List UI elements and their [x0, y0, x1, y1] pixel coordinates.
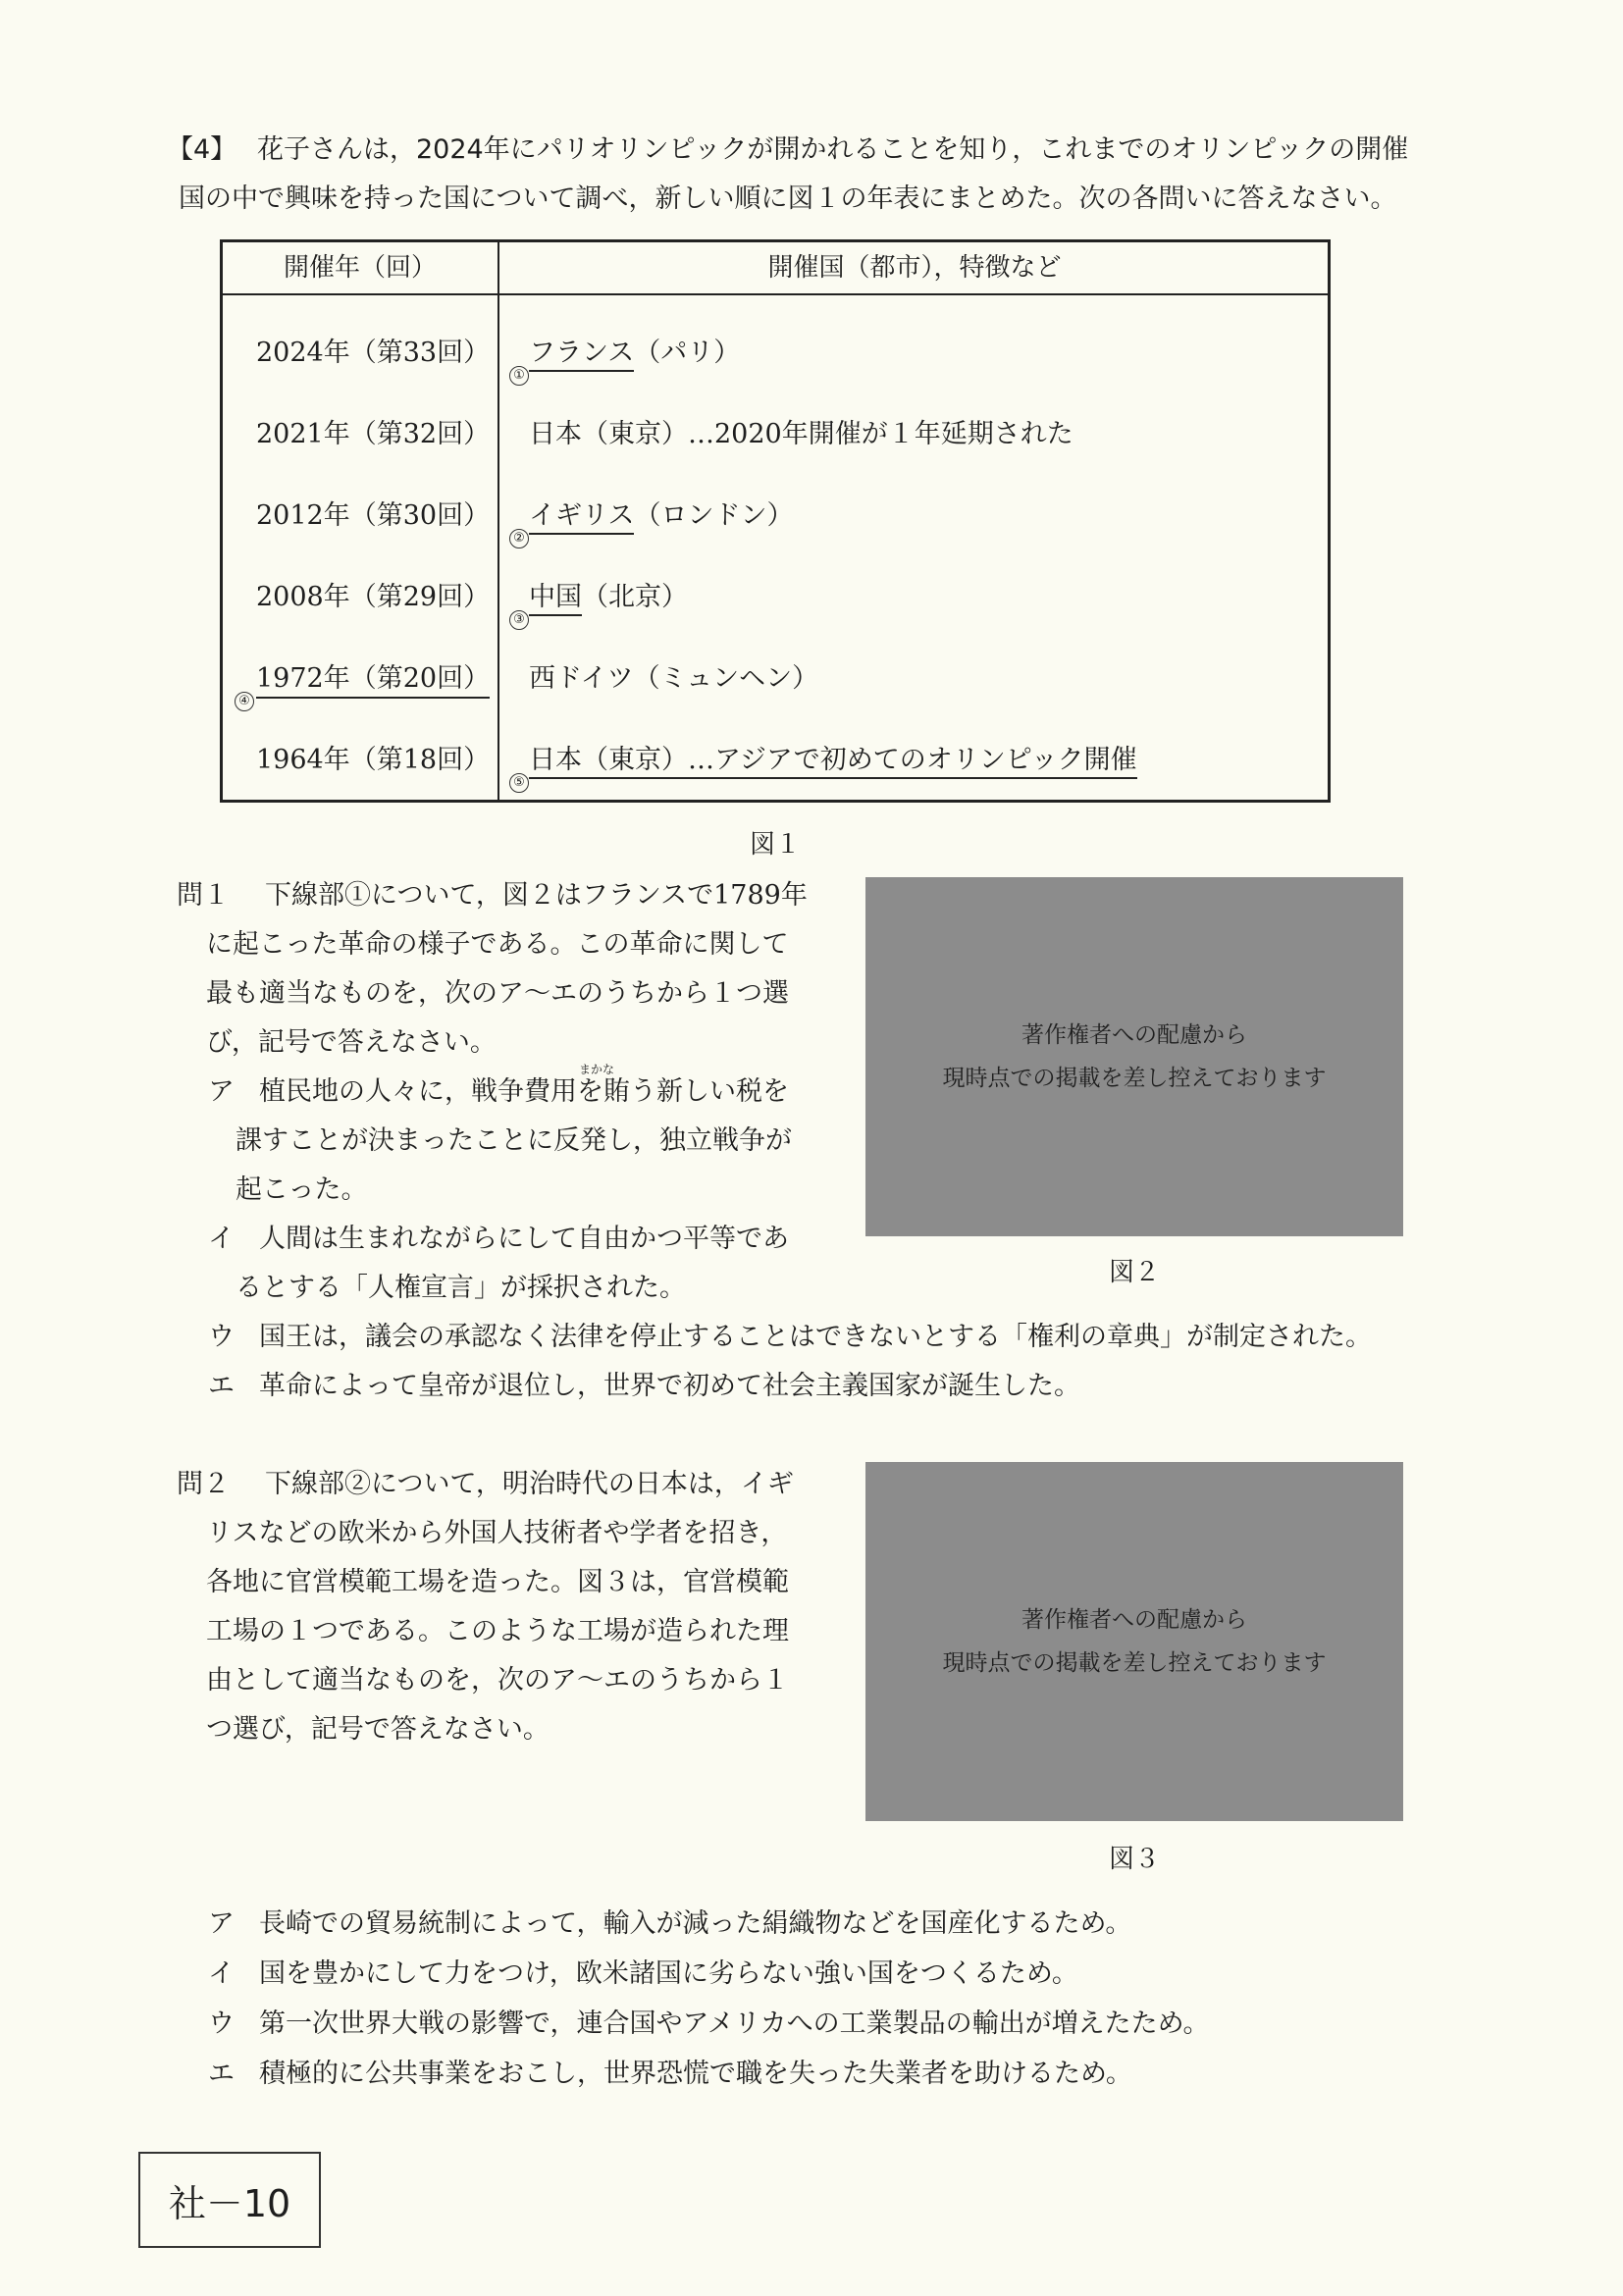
row-year: 2021年（第32回）: [256, 419, 491, 449]
q2-option-i: イ 国を豊かにして力をつけ，欧米諸国に劣らない強い国をつくるため。: [208, 1958, 1078, 1989]
q1-option-a: ア 植民地の人々に，戦争費用を賄う新しい税を 課すことが決まったことに反発し，独立戦争が 起こった。: [208, 1076, 792, 1205]
row-year: 1972年（第20回）: [256, 656, 490, 699]
underline-marker-1: ①: [509, 366, 529, 386]
question-number: 【4】: [167, 134, 237, 165]
page-number-box: [138, 2152, 321, 2248]
figure-3-caption: 図３: [1109, 1845, 1161, 1874]
timeline-table: [220, 239, 1331, 803]
row-year: 2024年（第33回）: [256, 338, 491, 368]
table-header-place: 開催国（都市），特徴など: [767, 253, 1062, 283]
question-1-label: 問１: [177, 880, 230, 911]
row-year: 2012年（第30回）: [256, 500, 491, 531]
underline-marker-4: ④: [235, 692, 254, 711]
table-row: [223, 484, 1328, 546]
row-place: 日本（東京）…アジアで初めてのオリンピック開催: [529, 738, 1137, 776]
intro-line-1: 【4】 花子さんは，2024年にパリオリンピックが開かれることを知り，これまでのオリンピックの開催: [167, 126, 1442, 175]
table-row: [223, 647, 1328, 708]
q2-option-u: ウ 第一次世界大戦の影響で，連合国やアメリカへの工業製品の輸出が増えたため。: [208, 2009, 1210, 2039]
figure-2-placeholder: 著作権者への配慮から 現時点での掲載を差し控えております: [865, 877, 1403, 1236]
underline-marker-2: ②: [509, 529, 529, 548]
table-row: [223, 321, 1328, 383]
row-year: 2008年（第29回）: [256, 582, 491, 612]
figure-3-placeholder: 著作権者への配慮から 現時点での掲載を差し控えております: [865, 1462, 1403, 1821]
row-place: 中国（北京）: [529, 575, 688, 613]
figure-2-caption: 図２: [1109, 1258, 1161, 1287]
table-row: [223, 565, 1328, 627]
q1-option-e: エ 革命によって皇帝が退位し，世界で初めて社会主義国家が誕生した。: [208, 1371, 1080, 1401]
question-2: 問２ 下線部②について，明治時代の日本は，イギ リスなどの欧米から外国人技術者や学者を招き， 各地に官営模範工場を造った。図３は，官営模範 工場の１つである。このような工場が造られた理 由として適当なものを，次のア～エのうちから１ つ選び，記号で答えなさい。: [177, 1460, 844, 1754]
row-place: 西ドイツ（ミュンヘン）: [529, 663, 819, 694]
underline-marker-5: ⑤: [509, 773, 529, 793]
row-place: イギリス（ロンドン）: [529, 494, 793, 532]
q2-option-a: ア 長崎での貿易統制によって，輸入が減った絹織物などを国産化するため。: [208, 1908, 1132, 1939]
underline-marker-3: ③: [509, 610, 529, 630]
question-2-label: 問２: [177, 1469, 230, 1499]
table-divider-horizontal: [223, 293, 1328, 295]
row-place: フランス（パリ）: [529, 331, 740, 369]
table-header-year: 開催年（回）: [283, 253, 437, 283]
question-1: 問１ 下線部①について，図２はフランスで1789年 に起こった革命の様子である。この革命に関して 最も適当なものを，次のア～エのうちから１つ選 び，記号で答えなさい。: [177, 871, 844, 1068]
row-year: 1964年（第18回）: [256, 745, 491, 775]
ruby-makana: まかな: [579, 1063, 615, 1076]
q1-option-i: イ 人間は生まれながらにして自由かつ平等であ るとする「人権宣言」が採択された。: [208, 1224, 789, 1303]
intro-line-2: 国の中で興味を持った国について調べ，新しい順に図１の年表にまとめた。次の各問いに答えなさい。: [179, 183, 1397, 214]
q1-option-u: ウ 国王は，議会の承認なく法律を停止することはできないとする「権利の章典」が制定された。: [208, 1322, 1372, 1352]
row-place: 日本（東京）…2020年開催が１年延期された: [529, 419, 1073, 449]
page-number: 社－10: [168, 2181, 291, 2225]
table-row: [223, 402, 1328, 461]
q2-option-e: エ 積極的に公共事業をおこし，世界恐慌で職を失った失業者を助けるため。: [208, 2059, 1132, 2089]
table-row: [223, 728, 1328, 790]
figure-1-caption: 図１: [750, 830, 802, 860]
question-intro: [167, 126, 1442, 224]
